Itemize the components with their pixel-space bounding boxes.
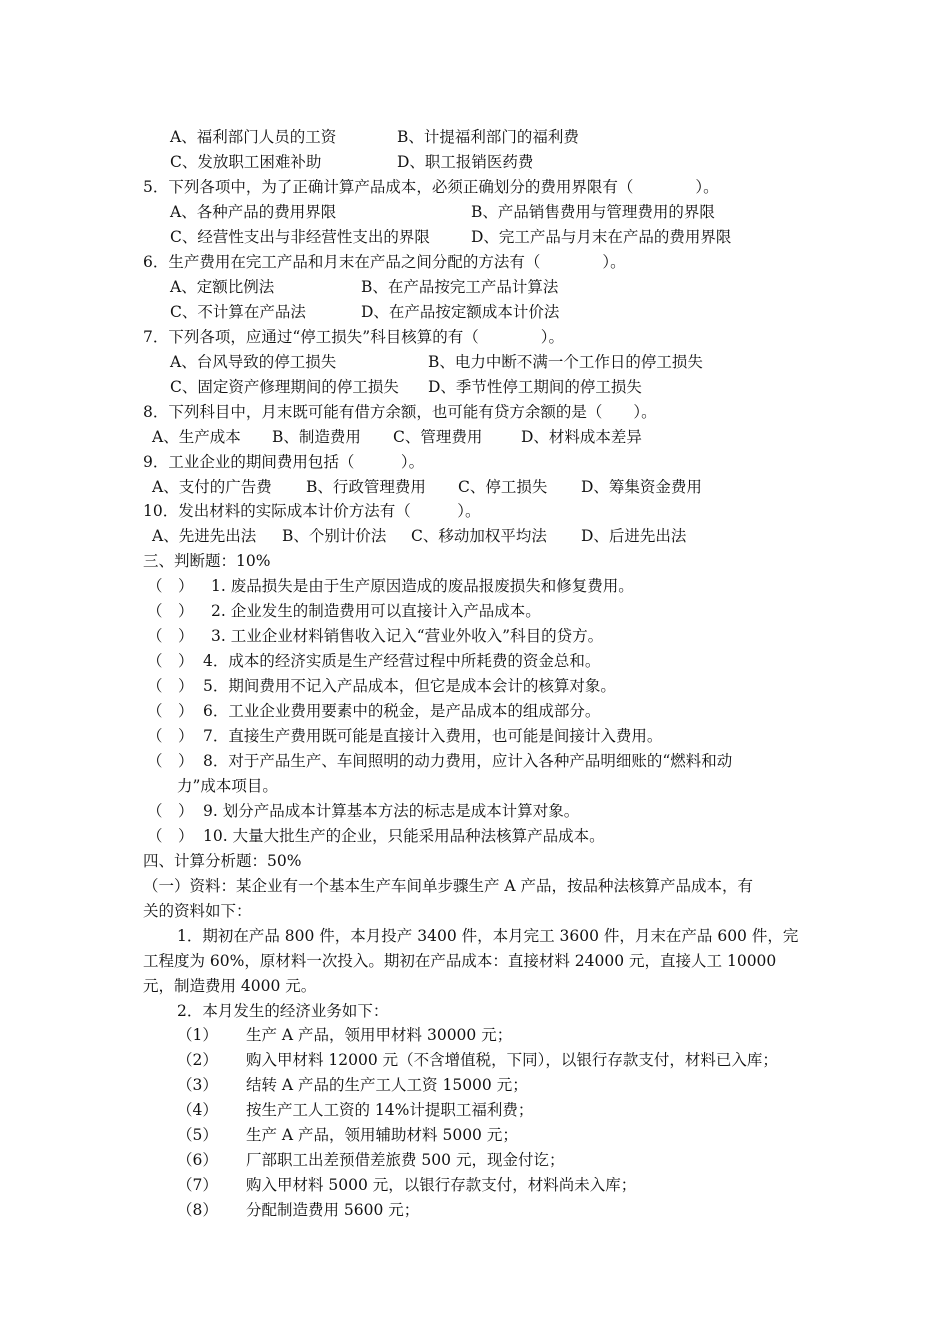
transaction-4: 按生产工人工资的 14%计提职工福利费； xyxy=(246,1101,534,1119)
tf-item-5-mark: （ ） xyxy=(147,677,194,695)
section4-intro-line2: 关的资料如下： xyxy=(143,902,252,920)
q9-option-d: D、筹集资金费用 xyxy=(581,478,702,496)
tf-item-10-mark: （ ） xyxy=(147,827,194,845)
section4-para2: 2．本月发生的经济业务如下： xyxy=(177,1002,389,1020)
transaction-7-number: （7） xyxy=(177,1176,218,1194)
q8-option-b: B、制造费用 xyxy=(272,428,361,446)
tf-item-9-mark: （ ） xyxy=(147,802,194,820)
q7-stem: 7．下列各项，应通过“停工损失”科目核算的有（ ）。 xyxy=(143,328,564,346)
q10-option-a: A、先进先出法 xyxy=(152,527,257,545)
q8-option-a: A、生产成本 xyxy=(152,428,241,446)
q8-option-d: D、材料成本差异 xyxy=(521,428,642,446)
tf-item-9: 9. 划分产品成本计算基本方法的标志是成本计算对象。 xyxy=(203,802,580,820)
section3-heading: 三、判断题：10% xyxy=(143,552,271,570)
q10-option-b: B、个别计价法 xyxy=(282,527,387,545)
q6-option-d: D、在产品按定额成本计价法 xyxy=(361,303,560,321)
tf-item-5: 5．期间费用不记入产品成本，但它是成本会计的核算对象。 xyxy=(203,677,616,695)
transaction-5: 生产 A 产品，领用辅助材料 5000 元； xyxy=(246,1126,518,1144)
tf-item-7: 7．直接生产费用既可能是直接计入费用，也可能是间接计入费用。 xyxy=(203,727,663,745)
tf-item-2: 2. 企业发生的制造费用可以直接计入产品成本。 xyxy=(211,602,541,620)
tf-item-4-mark: （ ） xyxy=(147,652,194,670)
q5-option-b: B、产品销售费用与管理费用的界限 xyxy=(471,203,715,221)
transaction-3: 结转 A 产品的生产工人工资 15000 元； xyxy=(246,1076,528,1094)
tf-item-8: 8．对于产品生产、车间照明的动力费用，应计入各种产品明细账的“燃料和动 xyxy=(203,752,733,770)
tf-item-6-mark: （ ） xyxy=(147,702,194,720)
transaction-2-number: （2） xyxy=(177,1051,218,1069)
tf-item-8-mark: （ ） xyxy=(147,752,194,770)
section4-para1-line1: 1．期初在产品 800 件，本月投产 3400 件，本月完工 3600 件，月末在产品 600 件，完 xyxy=(177,927,799,945)
q9-option-b: B、行政管理费用 xyxy=(306,478,426,496)
transaction-6-number: （6） xyxy=(177,1151,218,1169)
section4-intro-line1: （一）资料：某企业有一个基本生产车间单步骤生产 A 产品，按品种法核算产品成本，有 xyxy=(143,877,754,895)
q6-stem: 6．生产费用在完工产品和月末在产品之间分配的方法有（ ）。 xyxy=(143,253,626,271)
q5-option-a: A、各种产品的费用界限 xyxy=(170,203,337,221)
section4-para1-line3: 元，制造费用 4000 元。 xyxy=(143,977,317,995)
tf-item-7-mark: （ ） xyxy=(147,727,194,745)
tf-item-8-continued: 力”成本项目。 xyxy=(177,777,278,795)
q10-option-d: D、后进先出法 xyxy=(581,527,687,545)
q8-stem: 8．下列科目中，月末既可能有借方余额，也可能有贷方余额的是（ ）。 xyxy=(143,403,657,421)
q6-option-b: B、在产品按完工产品计算法 xyxy=(361,278,559,296)
tf-item-10: 10. 大量大批生产的企业，只能采用品种法核算产品成本。 xyxy=(203,827,605,845)
q7-option-d: D、季节性停工期间的停工损失 xyxy=(428,378,642,396)
transaction-8: 分配制造费用 5600 元； xyxy=(246,1201,420,1219)
q7-option-c: C、固定资产修理期间的停工损失 xyxy=(170,378,399,396)
q5-option-d: D、完工产品与月末在产品的费用界限 xyxy=(471,228,732,246)
q6-option-a: A、定额比例法 xyxy=(170,278,275,296)
q7-option-b: B、电力中断不满一个工作日的停工损失 xyxy=(428,353,703,371)
transaction-2: 购入甲材料 12000 元（不含增值税，下同），以银行存款支付，材料已入库； xyxy=(246,1051,778,1069)
q4-option-b: B、计提福利部门的福利费 xyxy=(397,128,579,146)
transaction-3-number: （3） xyxy=(177,1076,218,1094)
q9-option-c: C、停工损失 xyxy=(458,478,548,496)
tf-item-1-mark: （ ） xyxy=(147,577,194,595)
q8-option-c: C、管理费用 xyxy=(393,428,483,446)
transaction-6: 厂部职工出差预借差旅费 500 元，现金付讫； xyxy=(246,1151,565,1169)
transaction-4-number: （4） xyxy=(177,1101,218,1119)
q5-stem: 5．下列各项中，为了正确计算产品成本，必须正确划分的费用界限有（ ）。 xyxy=(143,178,719,196)
transaction-8-number: （8） xyxy=(177,1201,218,1219)
q10-option-c: C、移动加权平均法 xyxy=(411,527,547,545)
tf-item-3: 3. 工业企业材料销售收入记入“营业外收入”科目的贷方。 xyxy=(211,627,604,645)
tf-item-2-mark: （ ） xyxy=(147,602,194,620)
tf-item-1: 1. 废品损失是由于生产原因造成的废品报废损失和修复费用。 xyxy=(211,577,634,595)
q10-stem: 10．发出材料的实际成本计价方法有（ ）。 xyxy=(143,502,481,520)
tf-item-4: 4．成本的经济实质是生产经营过程中所耗费的资金总和。 xyxy=(203,652,601,670)
tf-item-3-mark: （ ） xyxy=(147,627,194,645)
q9-stem: 9．工业企业的期间费用包括（ ）。 xyxy=(143,453,425,471)
section4-para1-line2: 工程度为 60%，原材料一次投入。期初在产品成本：直接材料 24000 元，直接人工 10000 xyxy=(143,952,777,970)
tf-item-6: 6．工业企业费用要素中的税金，是产品成本的组成部分。 xyxy=(203,702,601,720)
q9-option-a: A、支付的广告费 xyxy=(152,478,272,496)
transaction-5-number: （5） xyxy=(177,1126,218,1144)
transaction-1: 生产 A 产品，领用甲材料 30000 元； xyxy=(246,1026,513,1044)
q4-option-c: C、发放职工困难补助 xyxy=(170,153,322,171)
q7-option-a: A、台风导致的停工损失 xyxy=(170,353,337,371)
q5-option-c: C、经营性支出与非经营性支出的界限 xyxy=(170,228,430,246)
transaction-1-number: （1） xyxy=(177,1026,218,1044)
q4-option-a: A、福利部门人员的工资 xyxy=(170,128,337,146)
q6-option-c: C、不计算在产品法 xyxy=(170,303,306,321)
q4-option-d: D、职工报销医药费 xyxy=(397,153,534,171)
transaction-7: 购入甲材料 5000 元，以银行存款支付，材料尚未入库； xyxy=(246,1176,637,1194)
section4-heading: 四、计算分析题：50% xyxy=(143,852,302,870)
